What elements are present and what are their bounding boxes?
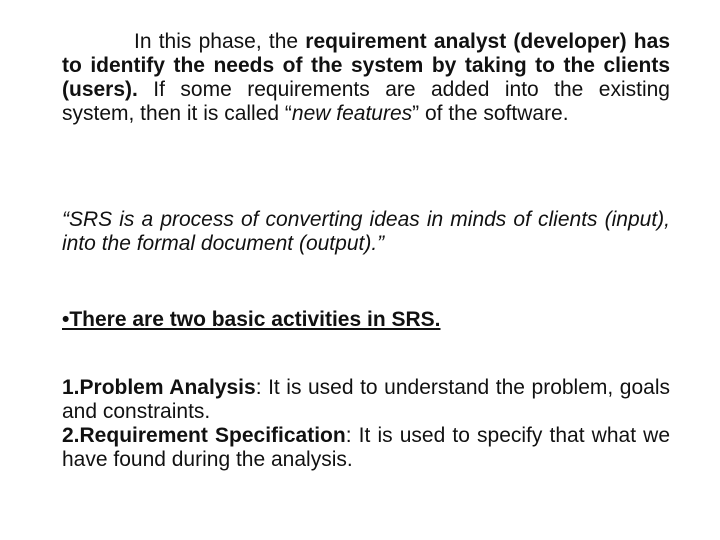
activity-number: 1.	[62, 376, 80, 399]
activity-item	[62, 376, 670, 424]
activity-item	[62, 424, 670, 472]
activity-number: 2.	[62, 424, 80, 447]
activities-list	[62, 376, 670, 472]
intro-paragraph	[62, 30, 670, 126]
intro-text-1: In this phase, the	[134, 30, 306, 53]
bullet-heading: •There are two basic activities in SRS.	[62, 308, 441, 331]
srs-definition-quote: “SRS is a process of converting ideas in minds of clients (input), into the formal document (output).”	[62, 208, 670, 255]
activity-term: Requirement Specification	[79, 424, 346, 447]
activity-description: : It is used to specify that what we have found during the analysis.	[62, 424, 670, 471]
intro-italic-term: new features	[291, 102, 413, 125]
intro-text-2: If some requirements are added into the existing system, then it is called “	[62, 78, 670, 125]
activity-description: : It is used to understand the problem, goals and constraints.	[62, 376, 670, 423]
intro-bold-phrase: requirement analyst (developer) has to identify the needs of the system by taking to the clients (users).	[62, 30, 670, 101]
intro-text-3: ” of the software.	[412, 102, 569, 125]
activity-term: Problem Analysis	[79, 376, 256, 399]
